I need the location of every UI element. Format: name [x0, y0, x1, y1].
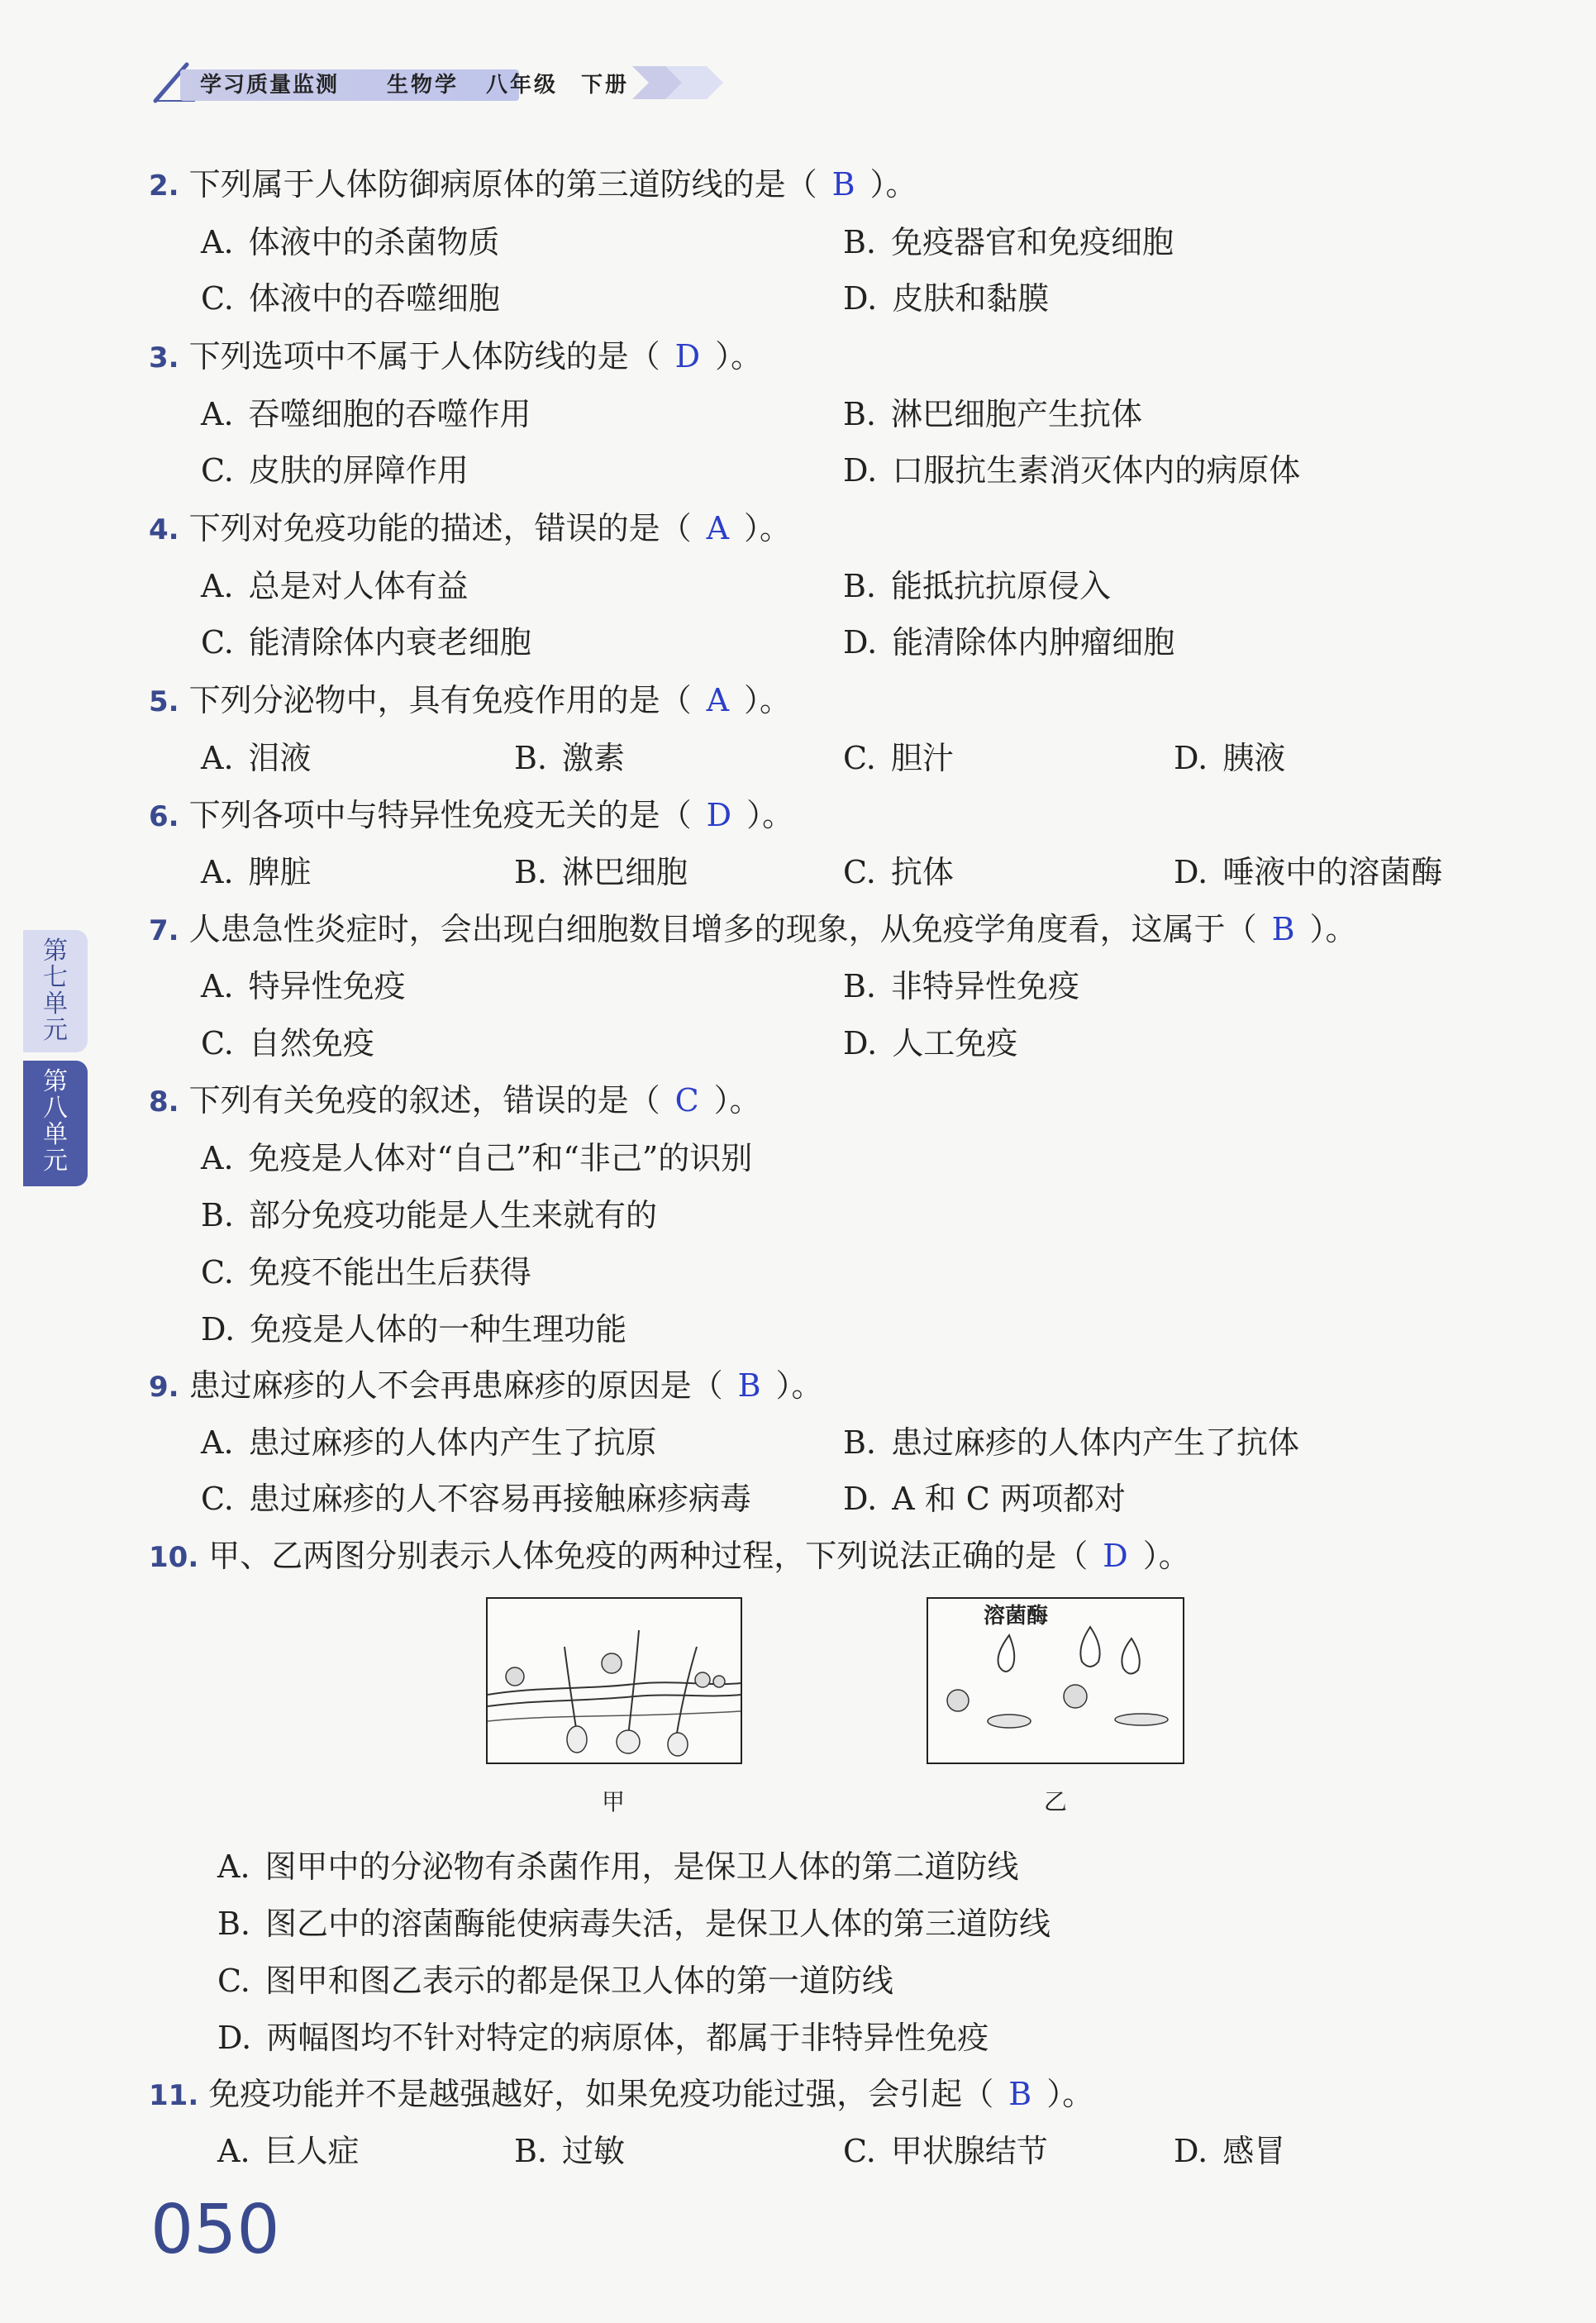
option-a	[217, 1841, 1019, 1887]
question-stem: 下列分泌物中，具有免疫作用的是（	[188, 682, 692, 718]
option-text: A 和 C 两项都对	[892, 1481, 1126, 1517]
question-number: 11.	[149, 2079, 199, 2112]
question-10	[149, 1530, 1190, 1576]
option-d	[843, 445, 1300, 490]
question-end: ）。	[713, 1082, 761, 1119]
option-text: 图乙中的溶菌酶能使病毒失活，是保卫人体的第三道防线	[265, 1906, 1051, 1942]
option-text: 能清除体内肿瘤细胞	[892, 624, 1175, 661]
option-letter: B.	[217, 1906, 251, 1942]
option-letter: A.	[217, 2133, 250, 2169]
option-letter: C.	[843, 740, 876, 776]
figure-label-jia: 甲	[602, 1788, 626, 1815]
option-b	[843, 961, 1079, 1006]
option-letter: C.	[843, 854, 876, 890]
option-letter: D.	[843, 1481, 878, 1517]
option-d	[843, 273, 1049, 318]
question-11	[149, 2068, 1093, 2114]
option-letter: C.	[201, 280, 234, 317]
option-c	[201, 1018, 374, 1063]
option-d	[1174, 847, 1442, 892]
option-letter: C.	[201, 1254, 234, 1290]
option-text: 吞噬细胞的吞噬作用	[248, 396, 531, 432]
option-letter: B.	[843, 396, 877, 432]
option-text: 自然免疫	[248, 1025, 374, 1061]
question-5	[149, 675, 791, 720]
option-b	[843, 389, 1142, 434]
option-text: 甲状腺结节	[890, 2133, 1048, 2169]
option-text: 免疫不能出生后获得	[248, 1254, 531, 1290]
option-text: 皮肤的屏障作用	[248, 452, 469, 489]
question-end: ）。	[1142, 1538, 1190, 1574]
option-c	[201, 1473, 751, 1519]
option-letter: C.	[217, 1963, 250, 1999]
option-text: 能清除体内衰老细胞	[248, 624, 531, 661]
option-letter: D.	[843, 624, 878, 661]
option-text: 胰液	[1222, 740, 1286, 776]
figure-yi-text: 溶菌酶	[984, 1604, 1049, 1629]
option-text: 感冒	[1222, 2133, 1286, 2169]
option-letter: A.	[201, 968, 234, 1004]
option-text: 抗体	[890, 854, 954, 890]
option-text: 特异性免疫	[248, 968, 406, 1004]
option-letter: D.	[843, 452, 878, 489]
question-number: 8.	[149, 1085, 179, 1119]
option-letter: C.	[201, 1481, 234, 1517]
option-text: 部分免疫功能是人生来就有的	[249, 1197, 658, 1233]
option-d	[843, 1473, 1126, 1519]
answer: A	[706, 682, 730, 718]
question-end: ）。	[746, 797, 794, 833]
option-letter: D.	[1174, 854, 1208, 890]
option-text: 图甲和图乙表示的都是保卫人体的第一道防线	[264, 1963, 893, 1999]
question-8	[149, 1075, 761, 1120]
option-text: 巨人症	[264, 2133, 360, 2169]
option-text: 免疫是人体的一种生理功能	[250, 1311, 627, 1348]
option-text: 患过麻疹的人不容易再接触麻疹病毒	[248, 1481, 751, 1517]
page-number: 050	[150, 2191, 280, 2269]
question-4	[149, 503, 791, 548]
answer: B	[737, 1367, 761, 1404]
grade-label: 八年级	[486, 73, 559, 98]
option-c	[201, 617, 531, 662]
option-b	[514, 2125, 625, 2171]
option-letter: C.	[201, 1025, 234, 1061]
option-text: 过敏	[562, 2133, 626, 2169]
option-text: 总是对人体有益	[248, 568, 469, 604]
option-d	[843, 1018, 1017, 1063]
option-letter: B.	[843, 568, 877, 604]
option-text: 泪液	[248, 740, 312, 776]
figure-jia	[486, 1597, 742, 1764]
option-text: 脾脏	[248, 854, 312, 890]
answer: B	[1271, 911, 1295, 947]
option-letter: B.	[843, 1424, 877, 1461]
option-d	[1174, 2125, 1285, 2171]
option-c	[843, 2125, 1048, 2171]
question-end: ）。	[1046, 2076, 1094, 2112]
option-letter: D.	[843, 1025, 878, 1061]
option-c	[843, 847, 954, 892]
series-title: 学习质量监测	[200, 73, 340, 98]
option-letter: A.	[217, 1848, 250, 1885]
question-stem: 甲、乙两图分别表示人体免疫的两种过程，下列说法正确的是（	[208, 1538, 1089, 1574]
option-text: 皮肤和黏膜	[892, 280, 1050, 317]
question-9	[149, 1360, 823, 1405]
question-number: 2.	[149, 169, 179, 203]
unit-tab-8-label: 第八单元	[43, 1067, 68, 1176]
option-letter: C.	[201, 624, 234, 661]
option-b	[514, 847, 688, 892]
page-header	[149, 58, 744, 107]
option-a	[201, 389, 531, 434]
option-text: 唾液中的溶菌酶	[1222, 854, 1443, 890]
option-text: 体液中的吞噬细胞	[248, 280, 500, 317]
question-number: 5.	[149, 685, 179, 718]
option-letter: A.	[201, 568, 234, 604]
option-a	[201, 1133, 752, 1178]
option-text: 淋巴细胞产生抗体	[891, 396, 1143, 432]
option-text: 胆汁	[890, 740, 954, 776]
option-text: 人工免疫	[892, 1025, 1018, 1061]
question-stem: 人患急性炎症时，会出现白细胞数目增多的现象，从免疫学角度看，这属于（	[188, 911, 1257, 947]
answer: D	[674, 338, 701, 374]
option-b	[843, 217, 1174, 262]
option-letter: D.	[1174, 740, 1208, 776]
question-number: 7.	[149, 914, 179, 947]
subject-label: 生物学	[387, 73, 460, 98]
question-7	[149, 904, 1357, 949]
question-end: ）。	[1309, 911, 1357, 947]
question-stem: 免疫功能并不是越强越好，如果免疫功能过强，会引起（	[208, 2076, 994, 2112]
question-end: ）。	[775, 1367, 823, 1404]
option-c	[201, 273, 500, 318]
option-a	[201, 961, 406, 1006]
answer: A	[706, 510, 730, 546]
option-text: 淋巴细胞	[562, 854, 688, 890]
option-letter: A.	[201, 224, 234, 260]
question-3	[149, 331, 762, 376]
chevron-right-icon	[632, 64, 740, 101]
option-text: 两幅图均不针对特定的病原体，都属于非特异性免疫	[266, 2020, 989, 2056]
option-a	[201, 560, 469, 606]
question-stem: 下列选项中不属于人体防线的是（	[188, 338, 660, 374]
option-text: 免疫是人体对“自己”和“非己”的识别	[248, 1140, 753, 1176]
option-letter: B.	[201, 1197, 235, 1233]
option-b	[843, 560, 1111, 606]
option-letter: D.	[843, 280, 878, 317]
option-b	[201, 1190, 657, 1235]
option-c	[217, 1955, 893, 2001]
option-letter: C.	[843, 2133, 876, 2169]
option-text: 激素	[562, 740, 626, 776]
option-text: 非特异性免疫	[891, 968, 1080, 1004]
option-b	[514, 732, 625, 778]
option-letter: B.	[514, 854, 548, 890]
question-end: ）。	[715, 338, 763, 374]
question-end: ）。	[744, 510, 792, 546]
question-number: 6.	[149, 800, 179, 833]
question-end: ）。	[869, 166, 917, 203]
option-text: 体液中的杀菌物质	[248, 224, 500, 260]
option-letter: A.	[201, 740, 234, 776]
option-d	[843, 617, 1174, 662]
option-letter: D.	[217, 2020, 252, 2056]
question-stem: 下列各项中与特异性免疫无关的是（	[188, 797, 692, 833]
question-number: 9.	[149, 1371, 179, 1404]
question-2	[149, 159, 917, 204]
option-letter: A.	[201, 854, 234, 890]
option-text: 能抵抗抗原侵入	[891, 568, 1112, 604]
option-text: 患过麻疹的人体内产生了抗原	[248, 1424, 657, 1461]
option-c	[201, 1247, 531, 1292]
option-d	[201, 1304, 626, 1349]
option-d	[217, 2012, 989, 2058]
option-letter: A.	[201, 1424, 234, 1461]
question-stem: 下列属于人体防御病原体的第三道防线的是（	[188, 166, 817, 203]
option-text: 口服抗生素消灭体内的病原体	[892, 452, 1301, 489]
option-c	[843, 732, 954, 778]
figure-yi	[927, 1597, 1184, 1764]
unit-tab-8[interactable]	[23, 1061, 88, 1186]
option-letter: B.	[843, 968, 877, 1004]
option-letter: C.	[201, 452, 234, 489]
answer: D	[706, 797, 732, 833]
option-a	[201, 217, 500, 262]
question-6	[149, 789, 793, 835]
answer: D	[1103, 1538, 1128, 1574]
option-b	[217, 1898, 1051, 1944]
question-number: 4.	[149, 513, 179, 546]
volume-label: 下册	[581, 73, 630, 98]
option-a	[217, 2125, 360, 2171]
option-letter: B.	[514, 2133, 548, 2169]
option-text: 图甲中的分泌物有杀菌作用，是保卫人体的第二道防线	[264, 1848, 1019, 1885]
option-text: 免疫器官和免疫细胞	[891, 224, 1174, 260]
question-stem: 患过麻疹的人不会再患麻疹的原因是（	[188, 1367, 723, 1404]
option-d	[1174, 732, 1285, 778]
question-number: 10.	[149, 1541, 199, 1574]
option-c	[201, 445, 469, 490]
option-letter: D.	[201, 1311, 236, 1348]
answer: B	[831, 166, 855, 203]
question-end: ）。	[744, 682, 792, 718]
option-b	[843, 1417, 1299, 1462]
option-letter: D.	[1174, 2133, 1208, 2169]
option-letter: A.	[201, 1140, 234, 1176]
option-letter: B.	[843, 224, 877, 260]
option-a	[201, 1417, 657, 1462]
option-letter: B.	[514, 740, 548, 776]
figure-label-yi: 乙	[1044, 1788, 1068, 1815]
option-a	[201, 732, 312, 778]
answer: C	[674, 1082, 699, 1119]
option-a	[201, 847, 312, 892]
unit-tab-7-label: 第七单元	[43, 937, 68, 1045]
question-stem: 下列对免疫功能的描述，错误的是（	[188, 510, 692, 546]
option-letter: A.	[201, 396, 234, 432]
option-text: 患过麻疹的人体内产生了抗体	[891, 1424, 1300, 1461]
question-number: 3.	[149, 341, 179, 374]
unit-tab-7[interactable]	[23, 930, 88, 1052]
question-stem: 下列有关免疫的叙述，错误的是（	[188, 1082, 660, 1119]
answer: B	[1008, 2076, 1032, 2112]
